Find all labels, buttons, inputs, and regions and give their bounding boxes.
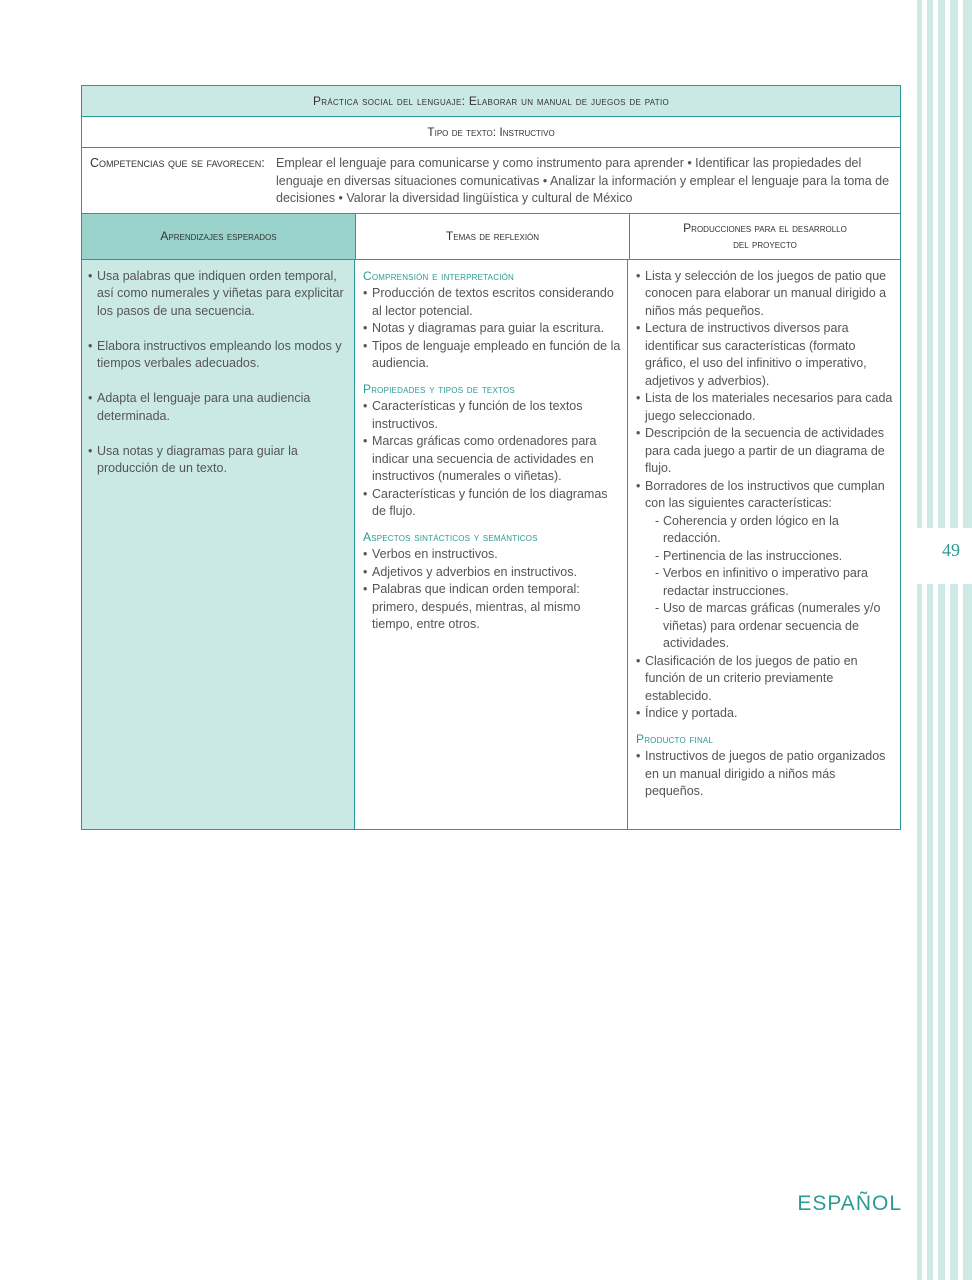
col-header-aprendizajes: Aprendizajes esperados bbox=[82, 214, 356, 259]
list-item: • Lista y selección de los juegos de patio que conocen para elaborar un manual dirigido a niños más pequeños. bbox=[636, 268, 894, 321]
sub-list-item: - Pertinencia de las instrucciones. bbox=[645, 548, 894, 566]
page-number-zone bbox=[910, 528, 972, 584]
competencies-label: Competencias que se favorecen: bbox=[90, 156, 265, 170]
list-item: • Elabora instructivos empleando los modos y tiempos verbales adecuados. bbox=[88, 338, 348, 373]
aprendizajes-column bbox=[82, 260, 355, 829]
list-item: • Adjetivos y adverbios en instructivos. bbox=[363, 564, 621, 582]
list-item: • Descripción de la secuencia de actividades para cada juego a partir de un diagrama de flujo. bbox=[636, 425, 894, 478]
decorative-stripes bbox=[910, 0, 972, 1280]
columns-header bbox=[82, 214, 900, 260]
section-title: Propiedades y tipos de textos bbox=[363, 381, 515, 396]
section-title: Aspectos sintácticos y semánticos bbox=[363, 529, 538, 544]
competencies-text: Emplear el lenguaje para comunicarse y como instrumento para aprender • Identificar las propiedades del lenguaje en diversas situaciones comunicativas • Analizar la información y emplear el lenguaje para la toma de decisiones • Valorar la diversidad lingüística y cultural de México bbox=[276, 156, 890, 205]
list-item: • Usa palabras que indiquen orden temporal, así como numerales y viñetas para explicitar los pasos de una secuencia. bbox=[88, 268, 348, 321]
list-item: • Adapta el lenguaje para una audiencia determinada. bbox=[88, 390, 348, 425]
producciones-column bbox=[628, 260, 900, 829]
list-item: • Lista de los materiales necesarios para cada juego seleccionado. bbox=[636, 390, 894, 425]
list-item: • Verbos en instructivos. bbox=[363, 546, 621, 564]
list-item: • Marcas gráficas como ordenadores para indicar una secuencia de actividades en instructivos (numerales o viñetas). bbox=[363, 433, 621, 486]
sub-list-item: - Coherencia y orden lógico en la redacción. bbox=[645, 513, 894, 548]
temas-column bbox=[355, 260, 628, 829]
section-title: Comprensión e interpretación bbox=[363, 268, 515, 283]
list-item: • Producción de textos escritos considerando al lector potencial. bbox=[363, 285, 621, 320]
col-header-producciones-line2: del proyecto bbox=[733, 237, 797, 251]
col-header-producciones bbox=[630, 214, 900, 259]
col-header-producciones-line1: Producciones para el desarrollo bbox=[683, 221, 847, 235]
list-item-text: Borradores de los instructivos que cumplan con las siguientes características: bbox=[645, 478, 885, 510]
sub-list-item: - Verbos en infinitivo o imperativo para redactar instrucciones. bbox=[645, 565, 894, 600]
list-item: • Instructivos de juegos de patio organizados en un manual dirigido a niños más pequeños. bbox=[636, 748, 894, 801]
subject-label: ESPAÑOL bbox=[797, 1192, 902, 1215]
competencies-row bbox=[82, 148, 900, 214]
list-item: • Clasificación de los juegos de patio en función de un criterio previamente establecido. bbox=[636, 653, 894, 706]
columns-body bbox=[82, 260, 900, 829]
sub-list-item: - Uso de marcas gráficas (numerales y/o viñetas) para ordenar secuencia de actividades. bbox=[645, 600, 894, 653]
section-title: Producto final bbox=[636, 731, 714, 746]
list-item bbox=[636, 478, 894, 653]
list-item: • Tipos de lenguaje empleado en función de la audiencia. bbox=[363, 338, 621, 373]
list-item: • Índice y portada. bbox=[636, 705, 894, 723]
curriculum-table bbox=[81, 85, 901, 830]
text-type: Tipo de texto: Instructivo bbox=[82, 117, 900, 148]
list-item: • Características y función de los diagramas de flujo. bbox=[363, 486, 621, 521]
list-item: • Palabras que indican orden temporal: primero, después, mientras, al mismo tiempo, entre otros. bbox=[363, 581, 621, 634]
list-item: • Características y función de los textos instructivos. bbox=[363, 398, 621, 433]
col-header-temas: Temas de reflexión bbox=[356, 214, 630, 259]
list-item: • Usa notas y diagramas para guiar la producción de un texto. bbox=[88, 443, 348, 478]
practice-title: Práctica social del lenguaje: Elaborar un manual de juegos de patio bbox=[82, 86, 900, 117]
list-item: • Notas y diagramas para guiar la escritura. bbox=[363, 320, 621, 338]
page-number: 49 bbox=[942, 540, 960, 560]
list-item: • Lectura de instructivos diversos para identificar sus características (formato gráfico, el uso del infinitivo o imperativo, adjetivos y adverbios). bbox=[636, 320, 894, 390]
